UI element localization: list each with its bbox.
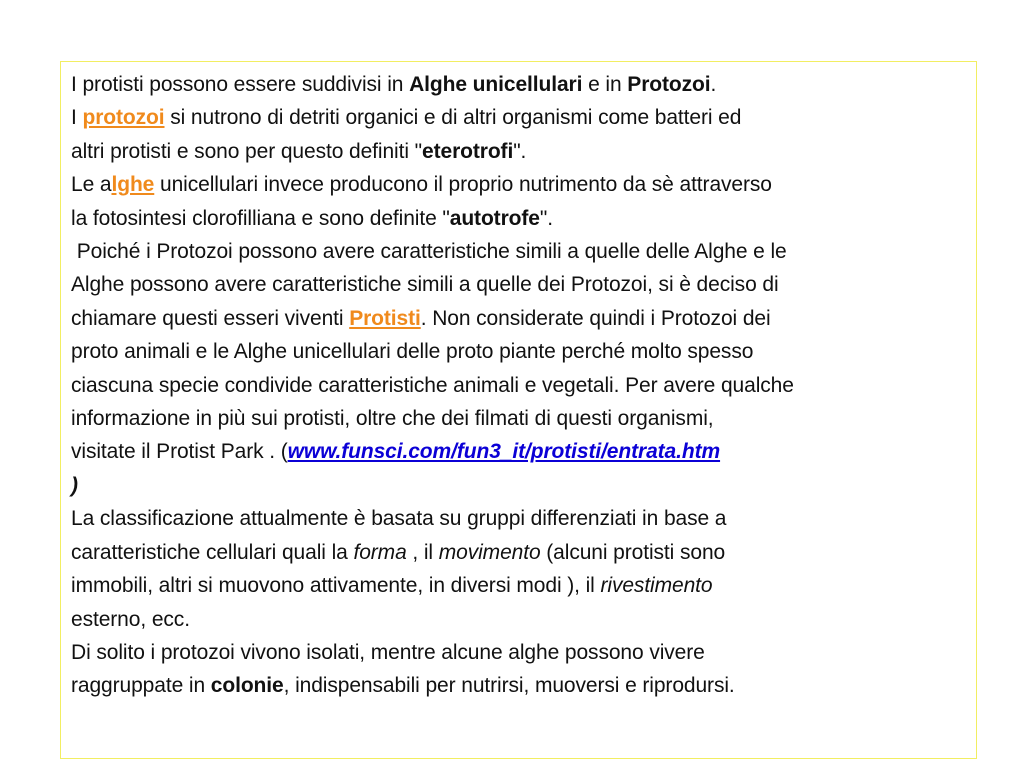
term-movimento: movimento <box>438 540 541 564</box>
term-forma: forma <box>353 540 407 564</box>
text-run: caratteristiche cellulari quali la <box>71 540 354 564</box>
term-eterotrofi: eterotrofi <box>422 139 514 163</box>
text-run: la fotosintesi clorofilliana e sono definite " <box>71 206 450 230</box>
text-body <box>71 68 976 703</box>
text-run: e in <box>582 73 628 96</box>
paragraph-protisti-line5: ciascuna specie condivide caratteristiche animali e vegetali. Per avere qualche <box>71 373 794 397</box>
text-run: I <box>71 106 83 130</box>
link-protist-park-url[interactable]: www.funsci.com/fun3_it/protisti/entrata.htm <box>287 440 721 464</box>
paragraph-protisti-line6: informazione in più sui protisti, oltre che dei filmati di questi organismi, <box>71 407 714 431</box>
paragraph-protisti-line4: proto animali e le Alghe unicellulari delle proto piante perché molto spesso <box>71 340 754 364</box>
term-alghe-unicellulari: Alghe unicellulari <box>409 73 583 96</box>
paragraph-colonie-line1: Di solito i protozoi vivono isolati, mentre alcune alghe possono vivere <box>71 640 705 664</box>
text-run: unicellulari invece producono il proprio nutrimento da sè attraverso <box>154 173 772 197</box>
text-run: ". <box>513 139 527 163</box>
paragraph-alghe-line2 <box>71 202 976 235</box>
term-rivestimento: rivestimento <box>600 574 713 598</box>
paragraph-colonie-line2 <box>71 669 976 702</box>
paragraph-protisti-line2: Alghe possono avere caratteristiche simili a quelle dei Protozoi, si è deciso di <box>71 273 779 297</box>
term-colonie: colonie <box>210 674 284 698</box>
link-protozoi[interactable]: protozoi <box>82 106 165 130</box>
term-protozoi: Protozoi <box>627 73 711 96</box>
text-run: . Non considerate quindi i Protozoi dei <box>420 306 771 330</box>
text-run: I protisti possono essere suddivisi in <box>71 73 410 96</box>
paragraph-classificazione-line1: La classificazione attualmente è basata su gruppi differenziati in base a <box>71 507 727 531</box>
slide-content-box <box>60 61 977 759</box>
term-autotrofe: autotrofe <box>449 206 540 230</box>
paragraph-protisti-line8: ) <box>71 473 78 497</box>
text-run: ". <box>539 206 553 230</box>
paragraph-protisti-line7 <box>71 435 976 468</box>
paragraph-protozoi-line2 <box>71 135 976 168</box>
link-protisti[interactable]: Protisti <box>349 306 421 330</box>
paragraph-protisti-line3 <box>71 302 976 335</box>
text-run: (alcuni protisti sono <box>540 540 726 564</box>
paragraph-classificazione-line4: esterno, ecc. <box>71 607 190 631</box>
text-run: Le a <box>71 173 112 197</box>
text-run: immobili, altri si muovono attivamente, in diversi modi ), il <box>71 574 601 598</box>
text-run: altri protisti e sono per questo definiti " <box>71 139 423 163</box>
paragraph-classificazione-line2 <box>71 536 976 569</box>
paragraph-alghe-line1 <box>71 168 976 201</box>
paragraph-intro <box>71 68 976 101</box>
text-run: , il <box>406 540 439 564</box>
text-run: raggruppate in <box>71 674 211 698</box>
text-run: , indispensabili per nutrirsi, muoversi e riprodursi. <box>283 674 735 698</box>
text-run: si nutrono di detriti organici e di altri organismi come batteri ed <box>164 106 742 130</box>
paragraph-protisti-line1: Poiché i Protozoi possono avere caratteristiche simili a quelle delle Alghe e le <box>71 240 787 264</box>
paragraph-classificazione-line3 <box>71 569 976 602</box>
link-alghe[interactable]: lghe <box>111 173 155 197</box>
text-run: chiamare questi esseri viventi <box>71 306 350 330</box>
text-run: visitate il Protist Park . ( <box>71 440 288 464</box>
paragraph-protozoi-line1 <box>71 101 976 134</box>
text-run: . <box>710 73 717 96</box>
